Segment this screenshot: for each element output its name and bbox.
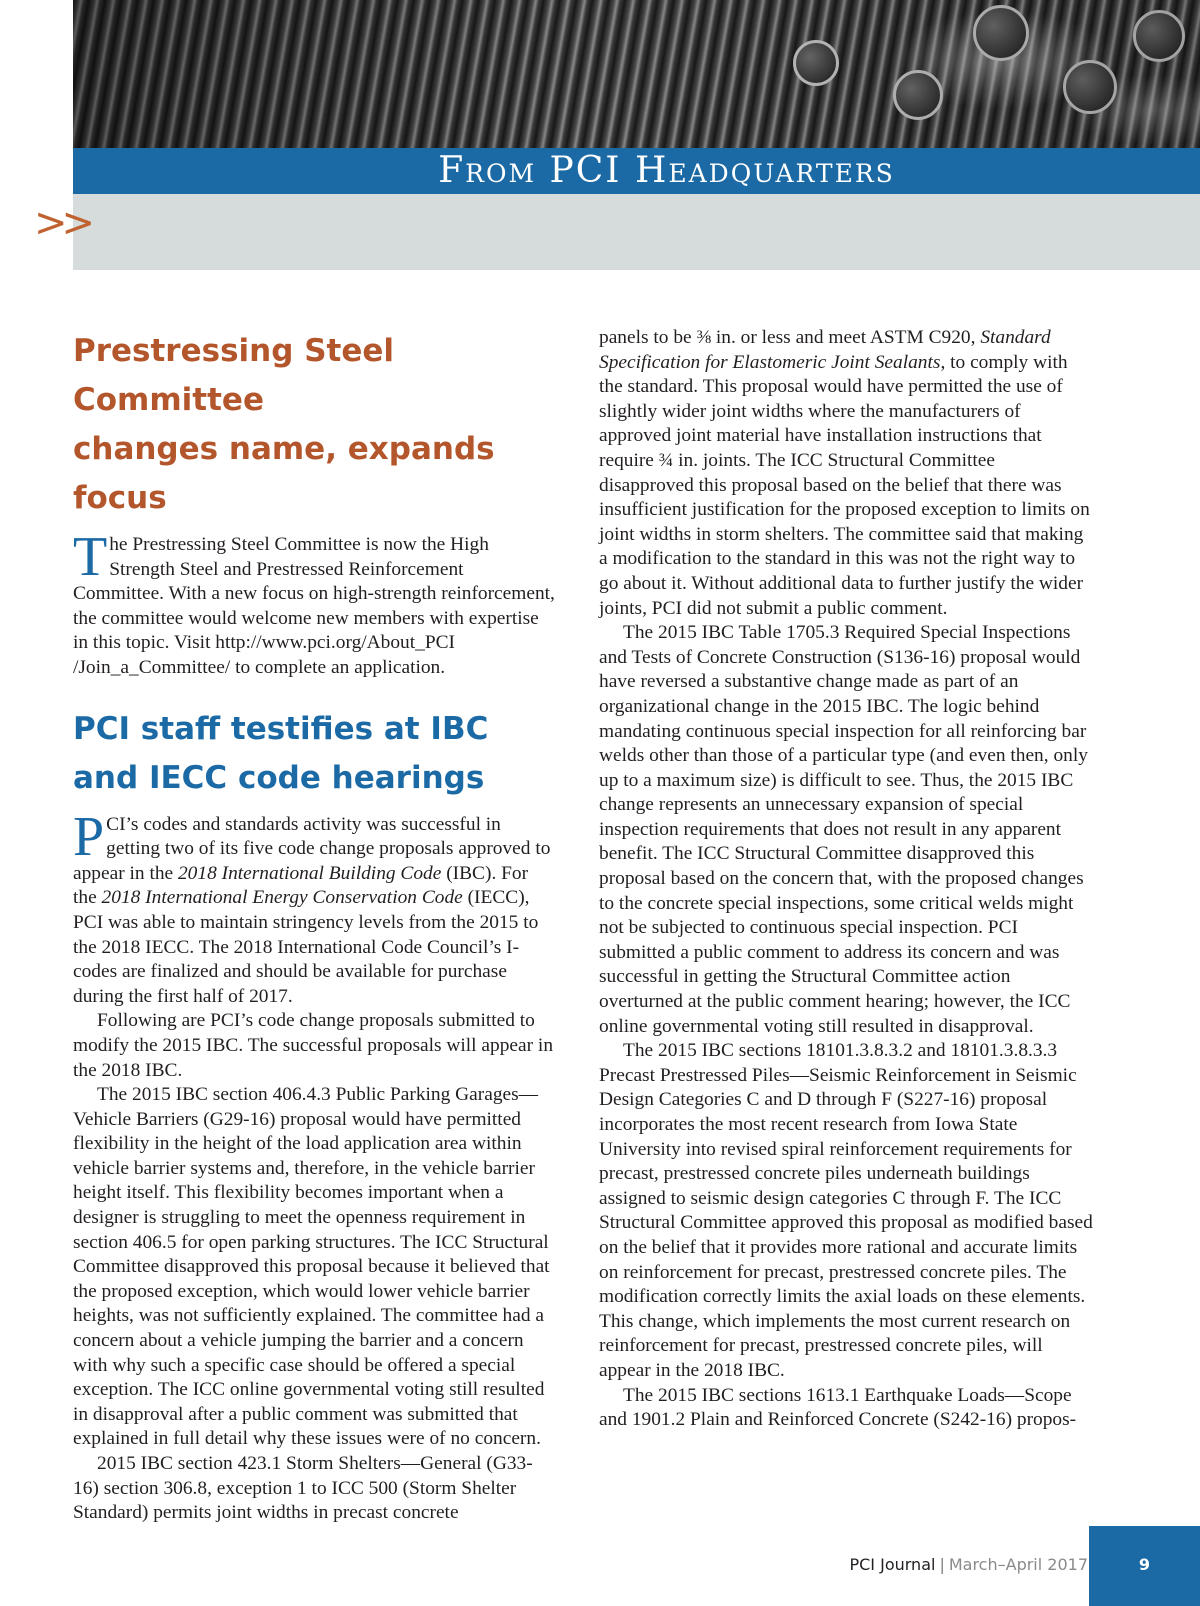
article-body-steel-committee: The Prestressing Steel Committee is now the High Strength Steel and Prestressed Reinforcement Committee. With a new focus on high-strength reinforcement, the committee would welcome new members with expertise in this topic. Visit http://www.pci.org/About_PCI /Join_a_Committee/ to complete an application.	[73, 526, 555, 678]
typewriter-key	[793, 40, 839, 86]
paragraph: The 2015 IBC sections 1613.1 Earthquake Loads—Scope and 1901.2 Plain and Reinforced Concrete (S242-16) propos-	[599, 1384, 1077, 1431]
header-photo	[73, 0, 1200, 148]
paragraph: PCI’s codes and standards activity was successful in getting two of its five code change proposals approved to appear in the 2018 International Building Code (IBC). For the 2018 International Energy Conservation Code (IECC), PCI was able to maintain stringency levels from the 2015 to the 2018 IECC. The 2018 International Code Council’s I-codes are finalized and should be available for purchase during the first half of 2017.	[73, 805, 551, 1007]
typewriter-key	[1063, 60, 1117, 114]
section-header-bar	[73, 148, 1200, 194]
article-title-steel-committee: Prestressing Steel Committee changes name, expands focus	[73, 333, 495, 516]
footer-separator: |	[939, 1555, 945, 1574]
left-column	[73, 326, 555, 1526]
section-title: From PCI Headquarters	[438, 150, 895, 191]
page-number: 9	[1089, 1526, 1200, 1606]
header-gray-band	[73, 194, 1200, 270]
paragraph: 2015 IBC section 423.1 Storm Shelters—General (G33-16) section 306.8, exception 1 to ICC 500 (Storm Shelter Standard) permits joint widths in precast concrete	[73, 1453, 533, 1524]
chevron-right-icon: >>	[34, 200, 90, 246]
typewriter-key	[973, 5, 1029, 61]
right-column	[599, 326, 1093, 1433]
drop-cap: T	[73, 526, 108, 588]
article-title-code-hearings: PCI staff testifies at IBC and IECC code hearings	[73, 710, 489, 796]
paragraph: Following are PCI’s code change proposals submitted to modify the 2015 IBC. The successful proposals will appear in the 2018 IBC.	[73, 1010, 554, 1081]
typewriter-key	[893, 70, 943, 120]
page-footer	[849, 1553, 1088, 1577]
paragraph: The 2015 IBC section 406.4.3 Public Parking Garages—Vehicle Barriers (G29-16) proposal would have permitted flexibility in the height of the load application area within vehicle barrier systems and, therefore, in the vehicle barrier height itself. This flexibility becomes important when a designer is struggling to meet the openness requirement in section 406.5 for open parking structures. The ICC Structural Committee disapproved this proposal because it believed that the proposed exception, which would lower vehicle barrier heights, was not sufficiently explained. The committee had a concern about a vehicle jumping the barrier and a concern with why such a specific case should be offered a special exception. The ICC online governmental voting still resulted in disapproval after a public comment was submitted that explained in full detail why these issues were of no concern.	[73, 1084, 550, 1450]
drop-cap: P	[73, 805, 105, 868]
paragraph: The 2015 IBC sections 18101.3.8.3.2 and 18101.3.8.3.3 Precast Prestressed Piles—Seismic Reinforcement in Seismic Design Categories C and D through F (S227-16) proposal incorporates the most recent research from Iowa State University into revised spiral reinforcement requirements for precast, prestressed concrete piles underneath buildings assigned to seismic design categories C through F. The ICC Structural Committee approved this proposal as modified based on the belief that it provides more rational and accurate limits on reinforcement for precast, prestressed concrete piles. The modification correctly limits the axial loads on these elements. This change, which implements the most current research on reinforcement for precast, prestressed concrete piles, will appear in the 2018 IBC.	[599, 1040, 1093, 1381]
journal-name: PCI Journal	[849, 1555, 936, 1574]
paragraph: The 2015 IBC Table 1705.3 Required Special Inspections and Tests of Concrete Construction (S136-16) proposal would have reversed a substantive change made as part of an organizational change in the 2015 IBC. The logic behind mandating continuous special inspection for all reinforcing bar welds other than those of a particular type (and even then, only up to a maximum size) is difficult to see. Thus, the 2015 IBC change represents an unnecessary expansion of special inspection requirements that does not result in any apparent benefit. The ICC Structural Committee disapproved this proposal based on the concern that, with the proposed changes to the concrete special inspections, some critical welds might not be subjected to continuous special inspection. PCI submitted a public comment to address its concern and was successful in getting the Structural Committee action overturned at the public comment hearing; however, the ICC online governmental voting still resulted in disapproval.	[599, 622, 1088, 1037]
issue-date: March–April 2017	[948, 1555, 1088, 1574]
typewriter-key	[1133, 10, 1185, 62]
paragraph: panels to be ⅜ in. or less and meet ASTM C920, Standard Specification for Elastomeric Joint Sealants, to comply with the standard. This proposal would have permitted the use of slightly wider joint widths where the manufacturers of approved joint material have installation instructions that require ¾ in. joints. The ICC Structural Committee disapproved this proposal based on the belief that there was insufficient justification for the proposed exception to limits on joint widths in storm shelters. The committee said that making a modification to the standard in this was not the right way to go about it. Without additional data to further justify the wider joints, PCI did not submit a public comment.	[599, 327, 1090, 619]
